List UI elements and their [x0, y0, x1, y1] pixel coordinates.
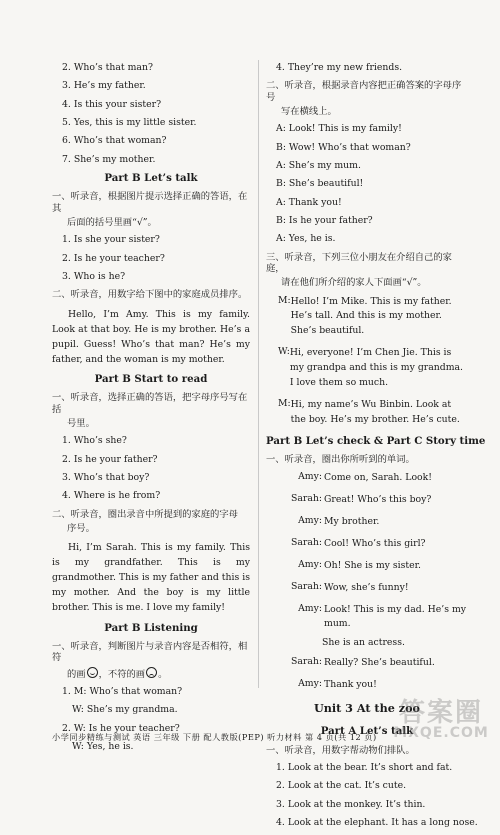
list-item: 2. Is he your father? [62, 453, 158, 465]
passage: Hi, I’m Sarah. This is my family. This is my grandfather. This is my grandmother. This is my father and this is my mother. And the boy is my little brother. This is me. I love my family! [52, 542, 250, 614]
dialog-line: W: She’s my grandma. [72, 704, 178, 716]
dialog-line: Amy: Come on, Sarah. Look! [298, 471, 433, 484]
list-item: 1. Look at the bear. It’s short and fat. [276, 761, 453, 773]
column-divider [258, 60, 259, 688]
list-item: 4. They’re my new friends. [276, 62, 403, 73]
smiley-face-icon [87, 667, 98, 678]
dialog-line: W: Hi, everyone! I’m Chen Jie. This is my grandpa and this is my grandma. I love them so much. [278, 346, 464, 388]
watermark-logo [385, 700, 497, 748]
dialog-line: W: Yes, he is. [72, 740, 134, 752]
sad-face-icon [146, 667, 157, 678]
section-heading: Part B Let’s talk [104, 171, 198, 184]
list-item: 2. Look at the cat. It’s cute. [276, 780, 407, 792]
list-item: 3. Look at the monkey. It’s thin. [276, 798, 426, 810]
dialog-line: 2. W: Is he your teacher? [62, 722, 180, 734]
question-title: 一、听录音，用数字帮动物们排队。 [266, 744, 415, 756]
list-item: 1. Is she your sister? [62, 234, 160, 246]
dialog-line: A: Look! This is my family! [276, 123, 402, 135]
left-column [52, 62, 250, 759]
dialog-line: A: Yes, he is. [276, 233, 336, 245]
question-title: 二、听录音，圈出录音中所提到的家庭的字母 序号。 [52, 508, 238, 534]
question-title: 二、听录音，根据录音内容把正确答案的字母序号 写在横线上。 [266, 80, 462, 117]
list-item: 2. Who’s that man? [62, 62, 153, 73]
list-item: 4. Where is he from? [62, 490, 161, 502]
section-heading: Part B Let’s check & Part C Story time [266, 434, 486, 447]
unit-heading: Unit 3 At the zoo [313, 701, 421, 716]
watermark-url: MXQE.COM [393, 725, 489, 741]
dialog-line: B: Is he your father? [276, 214, 373, 226]
dialog-line: M: Hi, my name’s Wu Binbin. Look at the boy. He’s my brother. He’s cute. [278, 397, 460, 425]
question-title: 一、听录音，选择正确的答语，把字母序号写在括 号里。 [52, 392, 248, 429]
list-item: 3. Who is he? [62, 271, 126, 283]
list-item: 3. Who’s that boy? [62, 471, 150, 483]
question-title: 一、听录音，圈出你所听到的单词。 [266, 454, 415, 466]
question-title: 一、听录音，判断图片与录音内容是否相符，相符 的画 ，不符的画 。 [52, 640, 248, 680]
list-item: 1. Who’s she? [62, 435, 127, 447]
list-item: 2. Is he your teacher? [62, 252, 165, 264]
dialog-line: Amy: My brother. [298, 515, 380, 528]
question-title: 三、听录音，下列三位小朋友在介绍自己的家庭， 请在他们所介绍的家人下面画“√”。 [266, 251, 452, 289]
dialog-line: A: She’s my mum. [276, 159, 361, 171]
list-item: 3. He’s my father. [62, 80, 146, 92]
dialog-line: Amy: Oh! She is my sister. [298, 558, 421, 571]
dialog-line: 1. M: Who’s that woman? [62, 685, 183, 697]
passage: Hello, I’m Amy. This is my family. Look at that boy. He is my brother. He’s a pupil. Guess! Who’s that man? He’s my father, and the woman is my mother. [52, 308, 250, 365]
dialog-line: Sarah: Really? She’s beautiful. [290, 655, 435, 668]
section-heading: Part B Listening [104, 621, 198, 634]
dialog-line: B: Wow! Who’s that woman? [276, 141, 411, 153]
section-heading: Part A Let’s talk [320, 725, 414, 738]
dialog-line: She is an actress. [322, 637, 405, 649]
question-title: 二、听录音，用数字给下图中的家庭成员排序。 [52, 289, 248, 301]
dialog-line: Amy: Look! This is my dad. He’s my mum. [298, 602, 467, 630]
list-item: 7. She’s my mother. [62, 153, 156, 165]
dialog-line: A: Thank you! [276, 196, 342, 208]
dialog-line: B: She’s beautiful! [276, 178, 364, 190]
dialog-line: Sarah: Wow, she’s funny! [290, 580, 409, 593]
dialog-line: M: Hello! I’m Mike. This is my father. He’s tall. And this is my mother. She’s beautiful. [278, 294, 452, 337]
list-item: 4. Look at the elephant. It has a long nose. [276, 816, 478, 828]
dialog-line: Sarah: Cool! Who’s this girl? [290, 536, 426, 549]
watermark-text: 答案圈 [398, 698, 483, 728]
list-item: 4. Is this your sister? [62, 98, 162, 110]
list-item: 6. Who’s that woman? [62, 135, 167, 147]
page-footer: 小学同步精练与测试 英语 三年级 下册 配人教版(PEP) 听力材料 第 4 页(共 12 页) [52, 732, 377, 742]
dialog-line: Amy: Thank you! [298, 677, 377, 690]
dialog-line: Sarah: Great! Who’s this boy? [290, 493, 432, 506]
question-title: 一、听录音，根据图片提示选择正确的答语，在其 后面的括号里画“√”。 [52, 191, 248, 229]
section-heading: Part B Start to read [94, 372, 208, 385]
list-item: 5. Yes, this is my little sister. [62, 116, 197, 128]
